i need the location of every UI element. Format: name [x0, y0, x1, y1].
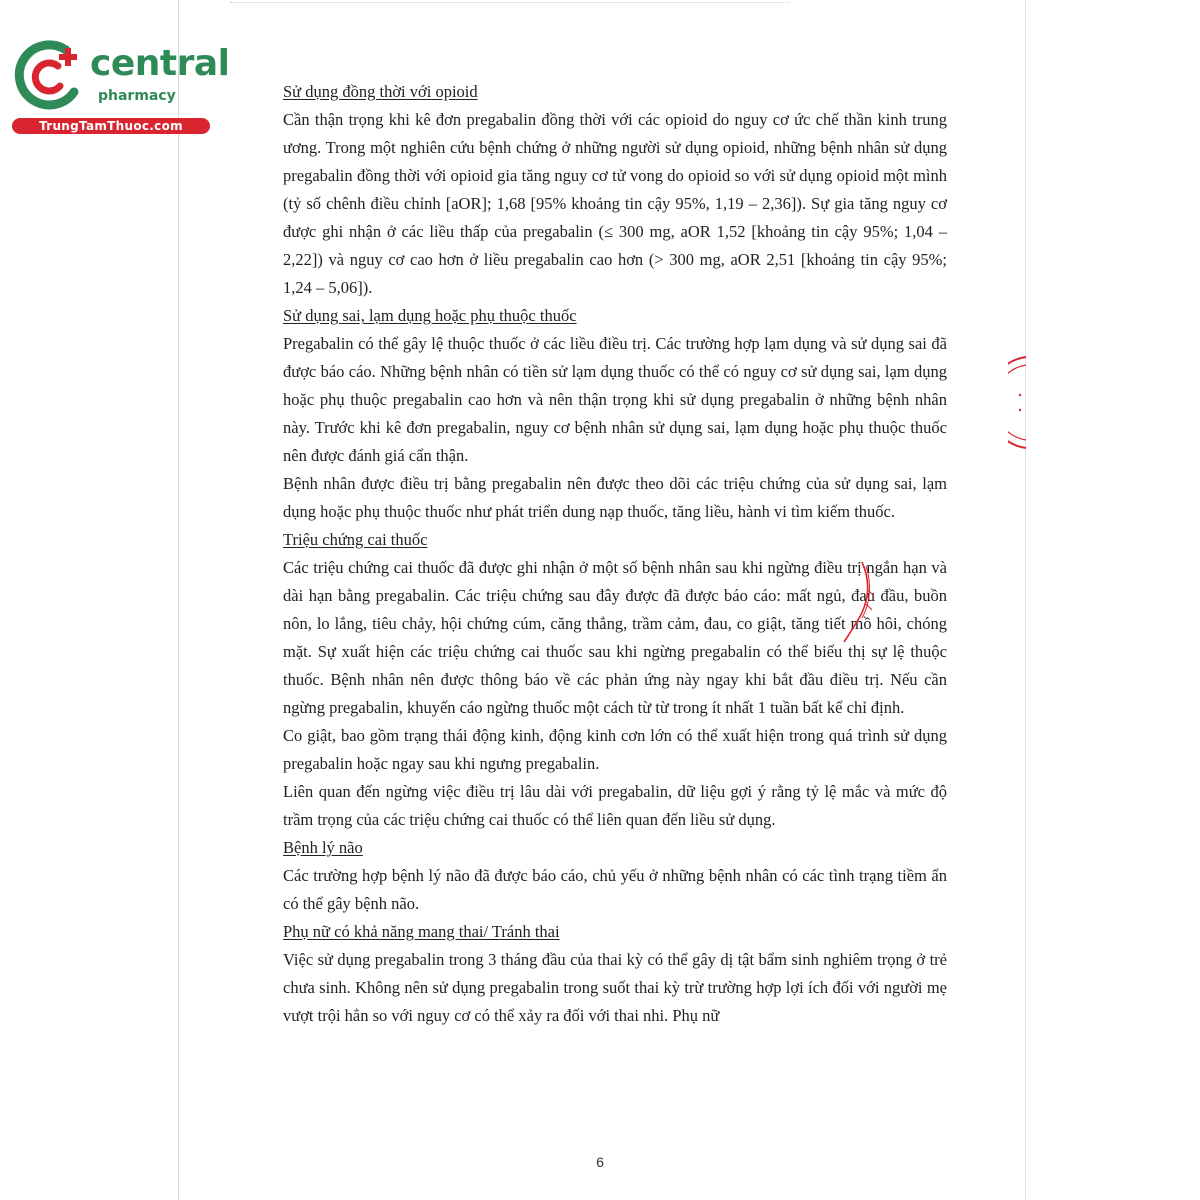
logo-mark-icon [10, 36, 90, 116]
section-paragraph: Các triệu chứng cai thuốc đã được ghi nhận ở một số bệnh nhân sau khi ngừng điều trị ngắn hạn và dài hạn bằng pregabalin. Các triệu chứng sau đây được đã được báo cáo: mất ngủ, đau đầu, buồn nôn, lo lắng, tiêu chảy, hội chứng cúm, căng thẳng, trầm cảm, đau, co giật, tăng tiết mồ hôi, chóng mặt. Sự xuất hiện các triệu chứng cai thuốc sau khi ngừng pregabalin có thể biểu thị sự lệ thuộc thuốc. Bệnh nhân nên được thông báo về các phản ứng này ngay khi bắt đầu điều trị. Nếu cần ngừng pregabalin, khuyến cáo ngừng thuốc một cách từ từ trong ít nhất 1 tuần bất kể chỉ định. [283, 558, 947, 717]
logo-banner: TrungTamThuoc.com [12, 118, 210, 134]
pharmacy-logo[interactable] [10, 36, 230, 136]
logo-name: central [90, 43, 230, 84]
section-paragraph: Bệnh nhân được điều trị bằng pregabalin nên được theo dõi các triệu chứng của sử dụng sai, lạm dụng hoặc phụ thuộc thuốc như phát triển dung nạp thuốc, tăng liều, hành vi tìm kiếm thuốc. [283, 474, 947, 521]
section-heading: Sử dụng sai, lạm dụng hoặc phụ thuộc thuốc [283, 306, 577, 325]
section-paragraph: Pregabalin có thể gây lệ thuộc thuốc ở các liều điều trị. Các trường hợp lạm dụng và sử dụng sai đã được báo cáo. Những bệnh nhân có tiền sử lạm dụng thuốc có thể có nguy cơ sử dụng sai, lạm dụng hoặc phụ thuộc pregabalin cao hơn và nên thận trọng khi sử dụng pregabalin ở những bệnh nhân này. Trước khi kê đơn pregabalin, nguy cơ bệnh nhân sử dụng sai, lạm dụng hoặc phụ thuộc thuốc nên được đánh giá cẩn thận. [283, 334, 947, 465]
section-heading: Triệu chứng cai thuốc [283, 530, 428, 549]
section-heading: Phụ nữ có khả năng mang thai/ Tránh thai [283, 922, 560, 941]
section-heading: Bệnh lý não [283, 838, 363, 857]
section-paragraph: Liên quan đến ngừng việc điều trị lâu dài với pregabalin, dữ liệu gợi ý rằng tỷ lệ mắc và mức độ trầm trọng của các triệu chứng cai thuốc có thể liên quan đến liều sử dụng. [283, 782, 947, 829]
section-encephalopathy [283, 834, 947, 918]
signature-mark-icon [840, 560, 880, 645]
section-paragraph: Các trường hợp bệnh lý não đã được báo cáo, chủ yếu ở những bệnh nhân có các tình trạng tiềm ẩn có thể gây bệnh não. [283, 866, 947, 913]
document-body [283, 78, 947, 1030]
section-misuse [283, 302, 947, 526]
logo-subtitle: pharmacy [98, 88, 176, 104]
scan-edge-line [230, 2, 790, 3]
page-number: 6 [596, 1154, 604, 1170]
section-heading: Sử dụng đồng thời với opioid [283, 82, 478, 101]
section-paragraph: Việc sử dụng pregabalin trong 3 tháng đầu của thai kỳ có thể gây dị tật bẩm sinh nghiêm trọng ở trẻ chưa sinh. Không nên sử dụng pregabalin trong suốt thai kỳ trừ trường hợp lợi ích đối với người mẹ vượt trội hẳn so với nguy cơ có thể xảy ra đối với thai nhi. Phụ nữ [283, 950, 947, 1025]
section-contraception [283, 918, 947, 1030]
section-paragraph: Co giật, bao gồm trạng thái động kinh, động kinh cơn lớn có thể xuất hiện trong quá trình sử dụng pregabalin hoặc ngay sau khi ngưng pregabalin. [283, 726, 947, 773]
stamp-fragment-icon [1008, 355, 1028, 450]
section-opioid [283, 78, 947, 302]
section-paragraph: Cần thận trọng khi kê đơn pregabalin đồng thời với các opioid do nguy cơ ức chế thần kinh trung ương. Trong một nghiên cứu bệnh chứng ở những người sử dụng opioid, những bệnh nhân sử dụng pregabalin đồng thời với opioid gia tăng nguy cơ tử vong do opioid so với sử dụng opioid một mình (tỷ số chênh điều chỉnh [aOR]; 1,68 [95% khoảng tin cậy 95%, 1,19 – 2,36]). Sự gia tăng nguy cơ được ghi nhận ở các liều thấp của pregabalin (≤ 300 mg, aOR 1,52 [khoảng tin cậy 95%; 1,04 – 2,22]) và nguy cơ cao hơn ở liều pregabalin cao hơn (> 300 mg, aOR 2,51 [khoảng tin cậy 95%; 1,24 – 5,06]). [283, 110, 947, 297]
